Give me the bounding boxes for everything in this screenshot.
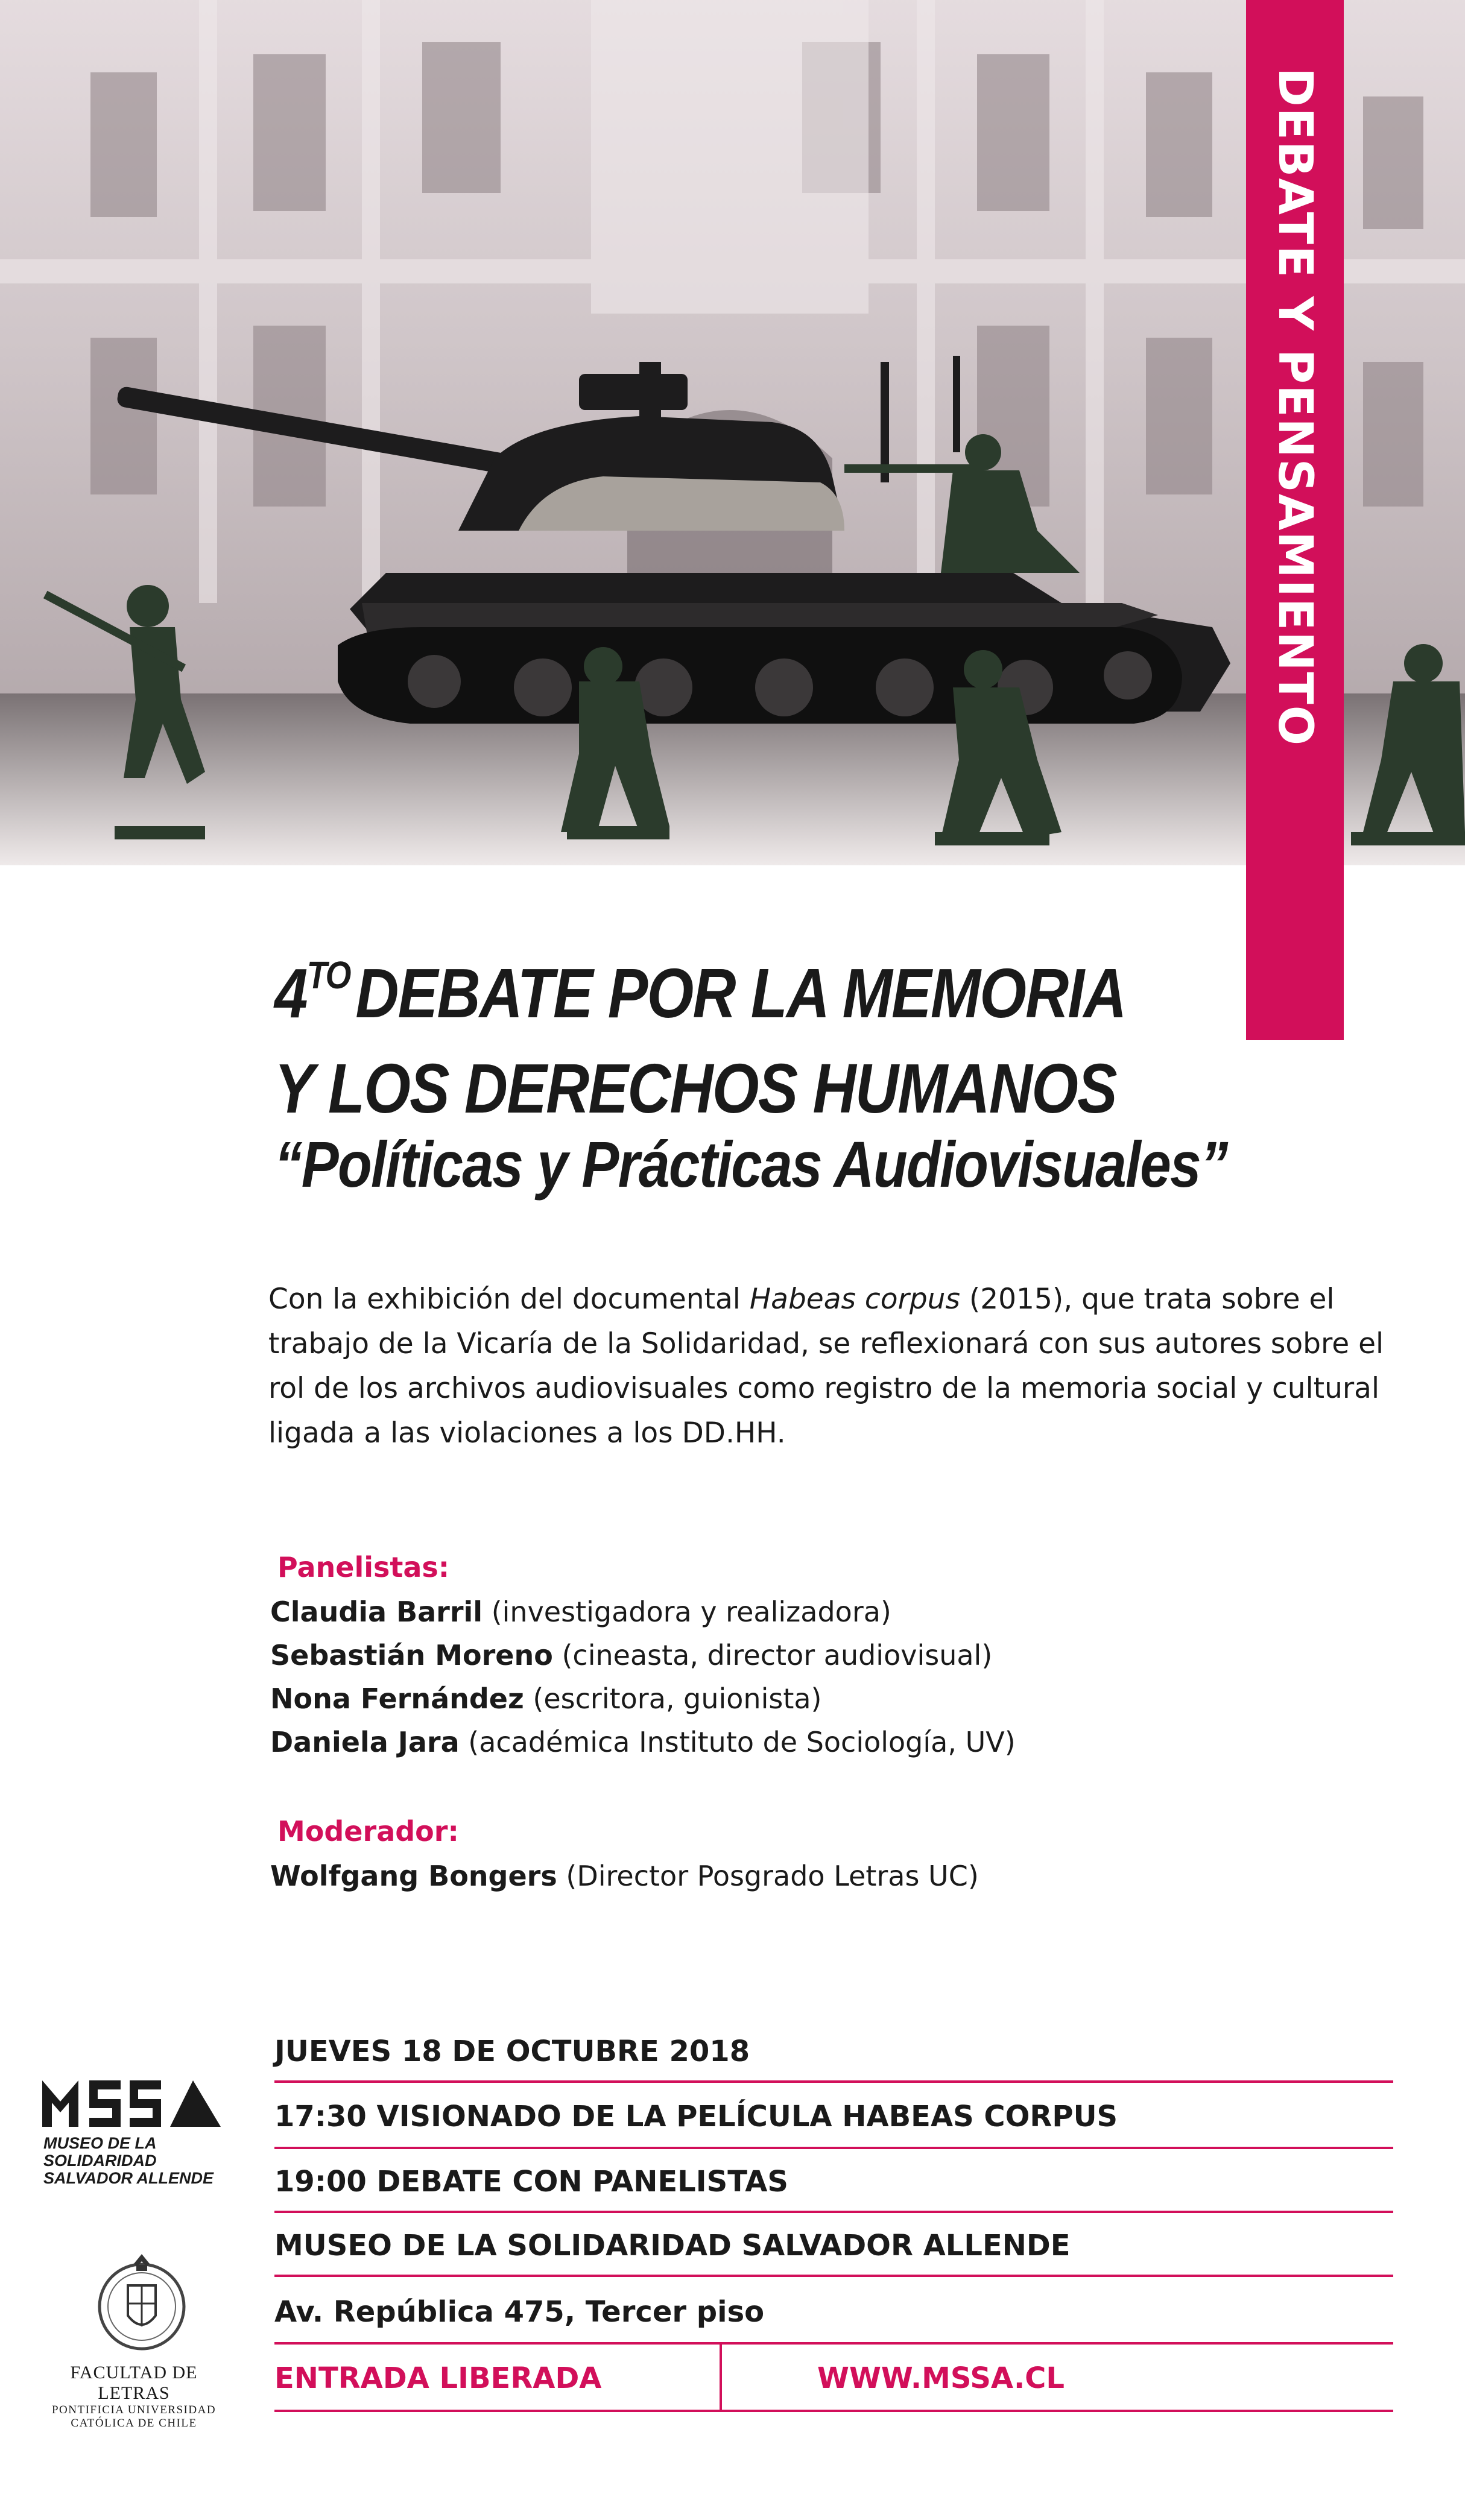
- venue-name: MUSEO DE LA SOLIDARIDAD SALVADOR ALLENDE: [274, 2229, 1071, 2263]
- divider: [274, 2211, 1393, 2213]
- divider: [274, 2410, 1393, 2412]
- event-title-line1: $4^{TO}DEBATE$ POR LA MEMORIA: [274, 953, 1126, 1032]
- event-title-line2: Y LOS DERECHOS HUMANOS: [274, 1049, 1116, 1128]
- hero-illustration: [0, 0, 1465, 865]
- photo-credit: [5, 12, 41, 482]
- panelist-item: Sebastián Moreno (cineasta, director audiovisual): [270, 1639, 993, 1672]
- panelist-item: Daniela Jara (académica Instituto de Sociología, UV): [270, 1726, 1016, 1758]
- event-subtitle: “Políticas y Prácticas Audiovisuales”: [274, 1128, 1227, 1201]
- film-title: Habeas corpus: [749, 1283, 960, 1316]
- ordinal-suffix: TO: [306, 953, 350, 997]
- section-banner: [1246, 0, 1344, 1040]
- university-logo-text: FACULTAD DE LETRAS PONTIFICIA UNIVERSIDAD CATÓLICA DE CHILE: [51, 2363, 217, 2430]
- university-seal-icon: [97, 2249, 187, 2358]
- mssa-logo-icon: [42, 2077, 223, 2129]
- mssa-logo-text: MUSEO DE LA SOLIDARIDAD SALVADOR ALLENDE: [43, 2134, 214, 2187]
- panelist-item: Nona Fernández (escritora, guionista): [270, 1682, 822, 1715]
- panelist-item: Claudia Barril (investigadora y realizadora): [270, 1596, 891, 1628]
- moderator-item: Wolfgang Bongers (Director Posgrado Letras UC): [270, 1860, 979, 1892]
- debate-time: 19:00 DEBATE CON PANELISTAS: [274, 2165, 788, 2199]
- divider: [274, 2147, 1393, 2149]
- website-link[interactable]: WWW.MSSA.CL: [817, 2361, 1065, 2395]
- section-banner-label: DEBATE Y PENSAMIENTO: [1268, 67, 1322, 747]
- moderator-heading: Moderador:: [277, 1815, 459, 1848]
- venue-address: Av. República 475, Tercer piso: [274, 2295, 765, 2329]
- screening-time: 17:30 VISIONADO DE LA PELÍCULA HABEAS CORPUS: [274, 2100, 1118, 2133]
- event-description: Con la exhibición del documental Habeas corpus (2015), que trata sobre el trabajo de la Vicaría de la Solidaridad, se reflexionará con sus autores sobre el rol de los archivos audiovisuales como registro de la memoria social y cultural ligada a las violaciones a los DD.HH.: [268, 1283, 1384, 1450]
- panelists-heading: Panelistas:: [277, 1551, 450, 1584]
- hero-photo: [0, 0, 1465, 865]
- event-date: JUEVES 18 DE OCTUBRE 2018: [274, 2035, 750, 2068]
- divider: [274, 2080, 1393, 2083]
- divider: [274, 2342, 1393, 2345]
- entry-info: ENTRADA LIBERADA: [274, 2361, 602, 2395]
- divider: [274, 2275, 1393, 2277]
- divider-vertical: [720, 2345, 722, 2412]
